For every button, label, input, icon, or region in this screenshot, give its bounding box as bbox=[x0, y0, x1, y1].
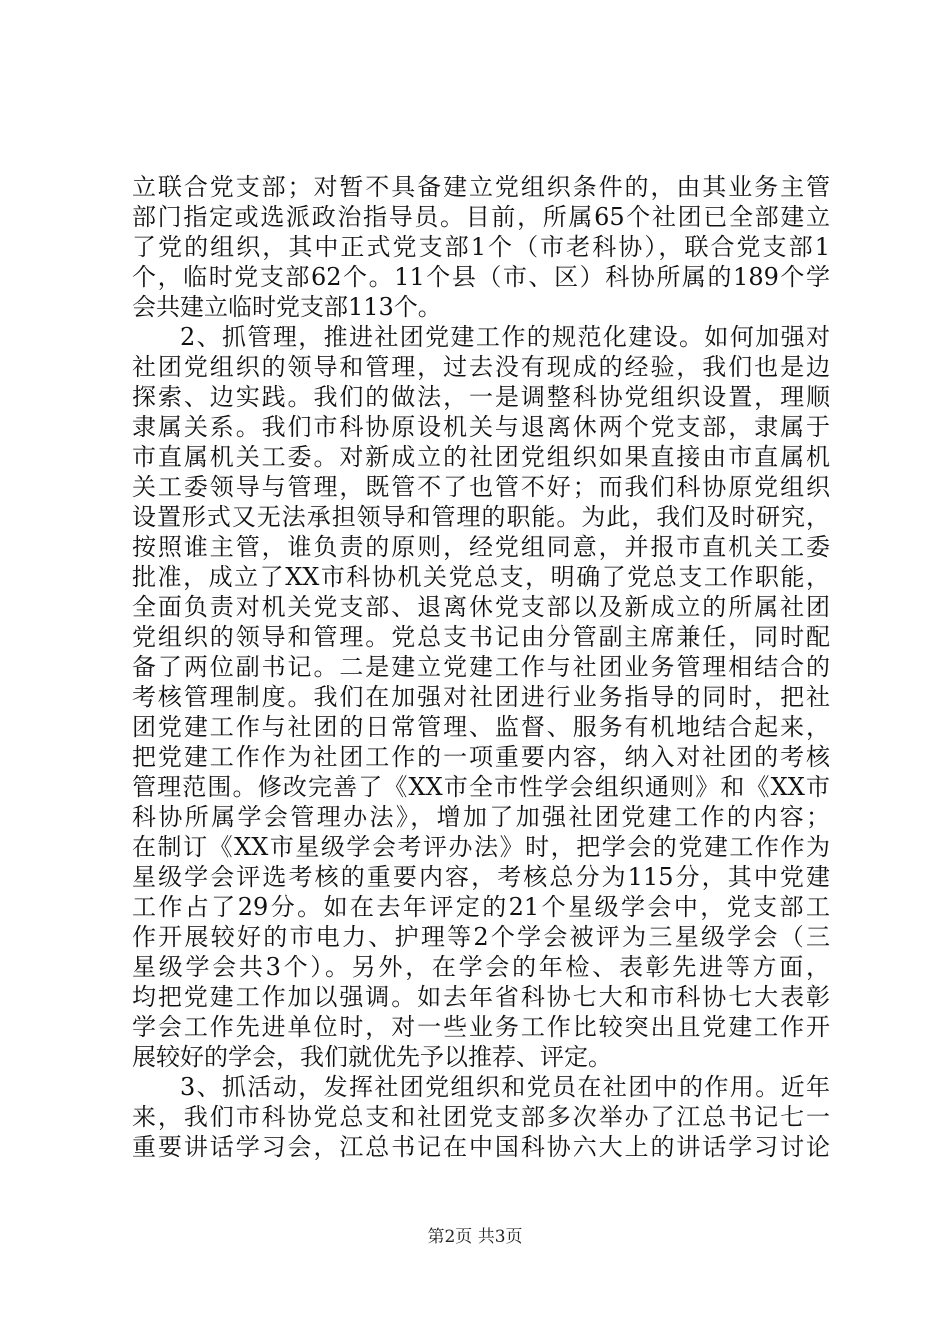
text-line: 立联合党支部；对暂不具备建立党组织条件的，由其业务主管 bbox=[132, 173, 830, 201]
text-line: 3、抓活动，发挥社团党组织和党员在社团中的作用。近年 bbox=[180, 1073, 830, 1101]
text-line: 按照谁主管，谁负责的原则，经党组同意，并报市直机关工委 bbox=[132, 533, 830, 561]
text-line: 关工委领导与管理，既管不了也管不好；而我们科协原党组织 bbox=[132, 473, 830, 501]
document-body bbox=[132, 172, 830, 1162]
text-line: 工作占了29分。如在去年评定的21个星级学会中，党支部工 bbox=[132, 893, 830, 921]
text-line: 党组织的领导和管理。党总支书记由分管副主席兼任，同时配 bbox=[132, 623, 830, 651]
text-line: 全面负责对机关党支部、退离休党支部以及新成立的所属社团 bbox=[132, 593, 830, 621]
text-line: 星级学会共3个）。另外，在学会的年检、表彰先进等方面， bbox=[132, 953, 830, 981]
text-line: 团党建工作与社团的日常管理、监督、服务有机地结合起来， bbox=[132, 713, 830, 741]
text-line: 2、抓管理，推进社团党建工作的规范化建设。如何加强对 bbox=[180, 323, 830, 351]
text-line: 管理范围。修改完善了《XX市全市性学会组织通则》和《XX市 bbox=[132, 773, 830, 801]
text-line: 均把党建工作加以强调。如去年省科协七大和市科协七大表彰 bbox=[132, 983, 830, 1011]
text-line: 作开展较好的市电力、护理等2个学会被评为三星级学会（三 bbox=[132, 923, 830, 951]
text-line: 星级学会评选考核的重要内容，考核总分为115分，其中党建 bbox=[132, 863, 830, 891]
text-line: 来，我们市科协党总支和社团党支部多次举办了江总书记七一 bbox=[132, 1103, 830, 1131]
text-line: 批准，成立了XX市科协机关党总支，明确了党总支工作职能， bbox=[132, 563, 830, 591]
text-line: 部门指定或选派政治指导员。目前，所属65个社团已全部建立 bbox=[132, 203, 830, 231]
text-line: 考核管理制度。我们在加强对社团进行业务指导的同时，把社 bbox=[132, 683, 830, 711]
text-line: 社团党组织的领导和管理，过去没有现成的经验，我们也是边 bbox=[132, 353, 830, 381]
text-line: 个，临时党支部62个。11个县（市、区）科协所属的189个学 bbox=[132, 263, 830, 291]
page-footer: 第2页 共3页 bbox=[427, 1227, 523, 1247]
text-line: 探索、边实践。我们的做法，一是调整科协党组织设置，理顺 bbox=[132, 383, 830, 411]
text-line: 会共建立临时党支部113个。 bbox=[132, 293, 442, 321]
text-line: 了党的组织，其中正式党支部1个（市老科协），联合党支部1 bbox=[132, 233, 830, 261]
text-line: 市直属机关工委。对新成立的社团党组织如果直接由市直属机 bbox=[132, 443, 830, 471]
text-line: 科协所属学会管理办法》，增加了加强社团党建工作的内容； bbox=[132, 803, 830, 831]
text-line: 设置形式又无法承担领导和管理的职能。为此，我们及时研究， bbox=[132, 503, 830, 531]
text-line: 展较好的学会，我们就优先予以推荐、评定。 bbox=[132, 1043, 612, 1071]
text-line: 在制订《XX市星级学会考评办法》时，把学会的党建工作作为 bbox=[132, 833, 830, 861]
text-line: 学会工作先进单位时，对一些业务工作比较突出且党建工作开 bbox=[132, 1013, 830, 1041]
text-line: 备了两位副书记。二是建立党建工作与社团业务管理相结合的 bbox=[132, 653, 830, 681]
text-line: 重要讲话学习会，江总书记在中国科协六大上的讲话学习讨论 bbox=[132, 1133, 830, 1161]
text-line: 隶属关系。我们市科协原设机关与退离休两个党支部，隶属于 bbox=[132, 413, 830, 441]
text-line: 把党建工作作为社团工作的一项重要内容，纳入对社团的考核 bbox=[132, 743, 830, 771]
